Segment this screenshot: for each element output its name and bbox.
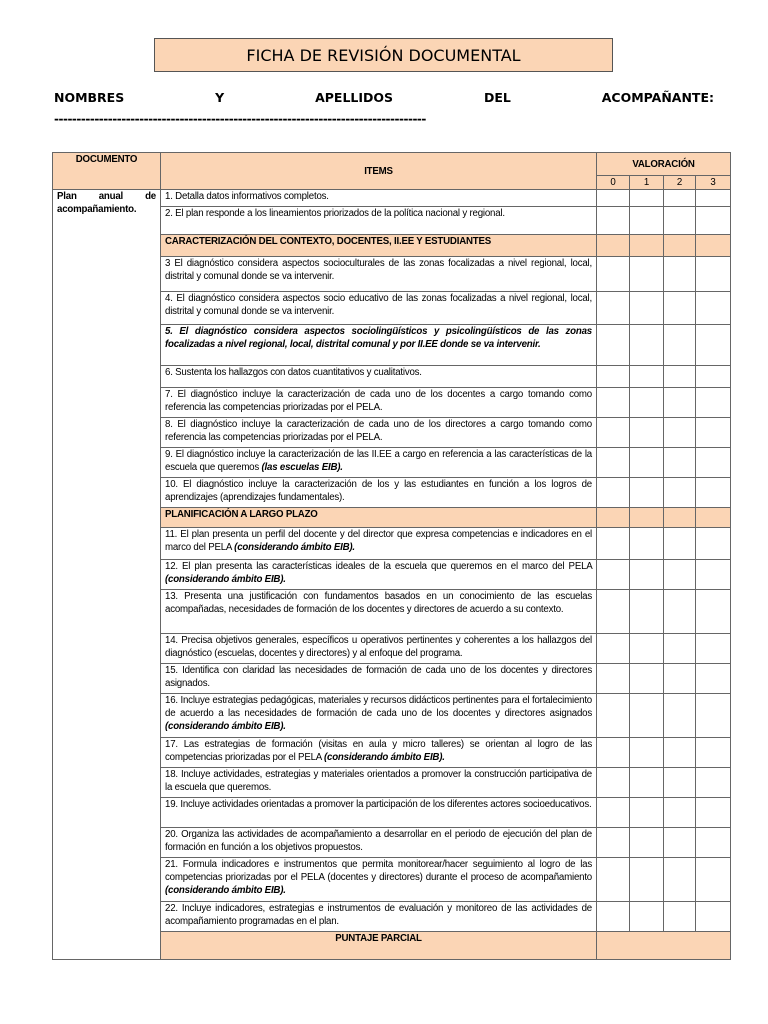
names-word-5: ACOMPAÑANTE: [601,90,714,105]
score-cell-0[interactable] [597,902,630,932]
review-table [52,152,731,960]
score-cell-1[interactable] [630,366,664,388]
names-word-4: DEL [483,90,511,105]
score-header-2: 2 [664,176,696,190]
score-cell-1[interactable] [630,190,664,207]
score-cell-2[interactable] [664,257,696,292]
score-cell-1[interactable] [630,738,664,768]
score-cell-1[interactable] [630,325,664,366]
score-cell-0[interactable] [597,207,630,235]
score-cell-0[interactable] [597,664,630,694]
item-text [161,448,597,478]
item-text [161,478,597,508]
section-heading: CARACTERIZACIÓN DEL CONTEXTO, DOCENTES, II.EE Y ESTUDIANTES [161,235,597,257]
score-cell-3[interactable] [696,528,731,560]
score-cell-1[interactable] [630,664,664,694]
item-text [161,190,597,207]
score-header-1: 1 [630,176,664,190]
score-cell-1[interactable] [630,858,664,902]
score-cell-1[interactable] [630,508,664,528]
score-cell-2[interactable] [664,325,696,366]
score-cell-0[interactable] [597,738,630,768]
score-cell-3[interactable] [696,257,731,292]
section-heading: PLANIFICACIÓN A LARGO PLAZO [161,508,597,528]
score-cell-1[interactable] [630,478,664,508]
score-cell-2[interactable] [664,448,696,478]
score-cell-2[interactable] [664,634,696,664]
item-text [161,257,597,292]
document-name: Plan anual de acompañamiento. [53,190,161,960]
item-text [161,528,597,560]
score-cell-1[interactable] [630,590,664,634]
item-description: 13. Presenta una justificación con fundamentos basados en un conocimiento de las escuelas acompañadas, necesidades de formación de los docentes y directores de acuerdo a su contexto. [165,591,592,615]
score-cell-3[interactable] [696,325,731,366]
names-word-2: Y [215,90,225,105]
score-cell-2[interactable] [664,388,696,418]
item-text [161,590,597,634]
score-cell-3[interactable] [696,235,731,257]
item-text [161,325,597,366]
item-row [53,190,731,207]
score-cell-3[interactable] [696,388,731,418]
score-cell-0[interactable] [597,560,630,590]
header-valoracion: VALORACIÓN [597,153,731,176]
score-cell-2[interactable] [664,235,696,257]
score-cell-0[interactable] [597,694,630,738]
score-cell-2[interactable] [664,858,696,902]
item-description: 6. Sustenta los hallazgos con datos cuantitativos y cualitativos. [165,367,422,378]
item-description: 5. El diagnóstico considera aspectos sociolingüísticos y psicolingüísticos de las zonas focalizadas a nivel regional, local, distrital comunal y por II.EE donde se va intervenir. [165,326,592,350]
score-cell-1[interactable] [630,902,664,932]
item-text [161,388,597,418]
score-cell-3[interactable] [696,798,731,828]
item-description: 10. El diagnóstico incluye la caracterización de los y las estudiantes en función a los logros de aprendizajes (aprendizajes fundamentales). [165,479,592,503]
item-text [161,664,597,694]
item-description: 4. El diagnóstico considera aspectos socio educativo de las zonas focalizadas a nivel regional, local, distrital y comunal donde se va intervenir. [165,293,592,317]
score-cell-0[interactable] [597,528,630,560]
item-description: 9. El diagnóstico incluye la caracterización de las II.EE a cargo en referencia a las características de la escuela que queremos [165,449,592,473]
score-cell-1[interactable] [630,768,664,798]
score-cell-0[interactable] [597,292,630,325]
score-cell-1[interactable] [630,418,664,448]
item-description: 7. El diagnóstico incluye la caracterización de cada uno de los docentes a cargo tomando como referencia las competencias priorizadas por el PELA. [165,389,592,413]
score-cell-1[interactable] [630,528,664,560]
score-cell-3[interactable] [696,664,731,694]
item-text [161,694,597,738]
item-text [161,828,597,858]
score-header-3: 3 [696,176,731,190]
item-description: 11. El plan presenta un perfil del docente y del director que expresa competencias e indicadores en el marco del PELA [165,529,592,553]
names-word-3: APELLIDOS [315,90,394,105]
score-cell-1[interactable] [630,207,664,235]
item-emphasis: (considerando ámbito EIB). [165,721,286,732]
item-description: 8. El diagnóstico incluye la caracterización de cada uno de los directores a cargo tomando como referencia las competencias priorizadas por el PELA. [165,419,592,443]
item-description: 20. Organiza las actividades de acompañamiento a desarrollar en el periodo de ejecución del plan de formación en función a los objetivos propuestos. [165,829,592,853]
score-cell-2[interactable] [664,738,696,768]
score-cell-3[interactable] [696,418,731,448]
score-cell-1[interactable] [630,257,664,292]
item-text [161,768,597,798]
score-cell-3[interactable] [696,694,731,738]
score-cell-0[interactable] [597,478,630,508]
item-text [161,798,597,828]
table-body [53,190,731,960]
item-description: 17. Las estrategias de formación (visitas en aula y micro talleres) se orientan al logro de las competencias priorizadas por el PELA [165,739,592,763]
score-cell-2[interactable] [664,798,696,828]
score-cell-2[interactable] [664,560,696,590]
item-text [161,366,597,388]
score-cell-3[interactable] [696,902,731,932]
score-cell-0[interactable] [597,235,630,257]
item-emphasis: (las escuelas EIB). [261,462,343,473]
score-cell-0[interactable] [597,828,630,858]
score-cell-1[interactable] [630,235,664,257]
item-text [161,634,597,664]
item-description: 3 El diagnóstico considera aspectos socioculturales de las zonas focalizadas a nivel regional, local, distrital y comunal donde se va intervenir. [165,258,592,282]
score-cell-2[interactable] [664,207,696,235]
score-cell-0[interactable] [597,448,630,478]
score-cell-2[interactable] [664,902,696,932]
score-cell-2[interactable] [664,664,696,694]
score-cell-2[interactable] [664,478,696,508]
score-cell-0[interactable] [597,418,630,448]
name-fill-line: ----------------------------------------------------------------------------------- [54,112,426,126]
score-cell-2[interactable] [664,418,696,448]
score-cell-3[interactable] [696,738,731,768]
item-description: 14. Precisa objetivos generales, específicos u operativos pertinentes y coherentes a los hallazgos del diagnóstico (escuelas, docentes y directores) y al enfoque del programa. [165,635,592,659]
score-cell-3[interactable] [696,292,731,325]
item-description: 22. Incluye indicadores, estrategias e instrumentos de evaluación y monitoreo de las actividades de acompañamiento programadas en el plan. [165,903,592,927]
score-cell-2[interactable] [664,590,696,634]
score-cell-0[interactable] [597,366,630,388]
header-items: ITEMS [161,153,597,190]
score-cell-1[interactable] [630,388,664,418]
item-text [161,418,597,448]
item-description: 18. Incluye actividades, estrategias y materiales orientados a promover la construcción participativa de la escuela que queremos. [165,769,592,793]
score-cell-1[interactable] [630,694,664,738]
score-cell-2[interactable] [664,768,696,798]
item-description: 16. Incluye estrategias pedagógicas, materiales y recursos didácticos pertinentes para el fortalecimiento de acuerdo a las necesidades de formación de cada uno de los docentes y directores asignados [165,695,592,719]
score-cell-2[interactable] [664,694,696,738]
score-header-0: 0 [597,176,630,190]
score-cell-0[interactable] [597,798,630,828]
item-description: 12. El plan presenta las características ideales de la escuela que queremos en el marco del PELA [165,561,592,572]
score-cell-1[interactable] [630,292,664,325]
score-cell-3[interactable] [696,768,731,798]
score-cell-3[interactable] [696,190,731,207]
score-cell-2[interactable] [664,828,696,858]
item-description: 1. Detalla datos informativos completos. [165,191,329,202]
score-cell-3[interactable] [696,508,731,528]
item-emphasis: (considerando ámbito EIB). [165,574,286,585]
score-cell-0[interactable] [597,325,630,366]
score-cell-0[interactable] [597,590,630,634]
score-cell-0[interactable] [597,508,630,528]
score-cell-0[interactable] [597,858,630,902]
score-cell-3[interactable] [696,478,731,508]
score-cell-3[interactable] [696,634,731,664]
score-cell-1[interactable] [630,448,664,478]
item-text [161,560,597,590]
score-cell-0[interactable] [597,257,630,292]
score-cell-3[interactable] [696,560,731,590]
score-cell-0[interactable] [597,190,630,207]
item-emphasis: (considerando ámbito EIB). [165,885,286,896]
score-cell-2[interactable] [664,366,696,388]
item-emphasis: (considerando ámbito EIB). [324,752,445,763]
item-text [161,207,597,235]
item-description: 15. Identifica con claridad las necesidades de formación de cada uno de los docentes y directores asignados. [165,665,592,689]
score-cell-0[interactable] [597,768,630,798]
score-cell-0[interactable] [597,634,630,664]
score-cell-1[interactable] [630,828,664,858]
form-title: FICHA DE REVISIÓN DOCUMENTAL [154,38,613,72]
score-cell-1[interactable] [630,560,664,590]
score-cell-3[interactable] [696,828,731,858]
names-word-1: NOMBRES [54,90,125,105]
header-documento: DOCUMENTO [53,153,161,190]
score-cell-2[interactable] [664,190,696,207]
score-cell-3[interactable] [696,448,731,478]
item-emphasis: (considerando ámbito EIB). [234,542,355,553]
score-cell-2[interactable] [664,292,696,325]
item-text [161,858,597,902]
score-cell-2[interactable] [664,528,696,560]
score-cell-3[interactable] [696,590,731,634]
item-text [161,738,597,768]
score-cell-2[interactable] [664,508,696,528]
score-cell-3[interactable] [696,858,731,902]
score-cell-1[interactable] [630,634,664,664]
item-text [161,292,597,325]
item-description: 19. Incluye actividades orientadas a promover la participación de los diferentes actores socioeducativos. [165,799,592,810]
item-text [161,902,597,932]
partial-score-value[interactable] [597,932,731,960]
item-description: 2. El plan responde a los lineamientos priorizados de la política nacional y regional. [165,208,505,219]
score-cell-1[interactable] [630,798,664,828]
companion-name-label [54,90,714,106]
score-cell-0[interactable] [597,388,630,418]
score-cell-3[interactable] [696,207,731,235]
score-cell-3[interactable] [696,366,731,388]
item-description: 21. Formula indicadores e instrumentos que permita monitorear/hacer seguimiento al logro de las competencias priorizadas por el PELA (docentes y directores) durante el proceso de acompañamiento [165,859,592,883]
partial-score-label: PUNTAJE PARCIAL [161,932,597,960]
